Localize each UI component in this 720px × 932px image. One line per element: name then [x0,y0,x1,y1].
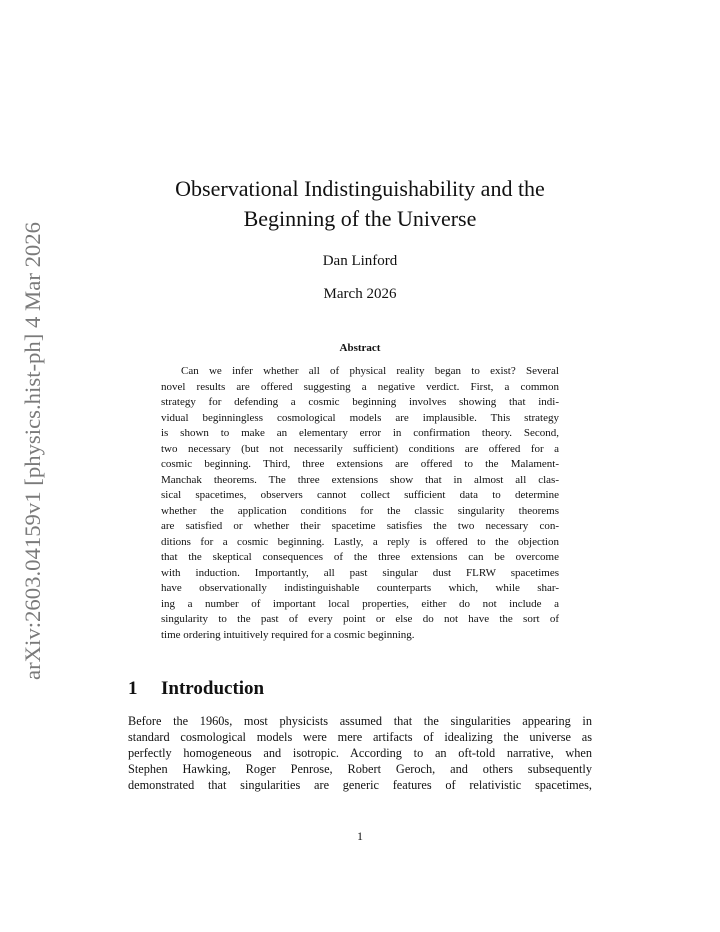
abstract-line: whether the application conditions for the classic singularity theorems [161,504,559,517]
intro-line: Stephen Hawking, Roger Penrose, Robert Geroch, and others subsequently [128,762,592,776]
page-number: 1 [357,829,363,843]
abstract-line: strategy for defending a cosmic beginning involves showing that indi- [161,396,559,408]
abstract-line: novel results are offered suggesting a negative verdict. First, a common [161,380,559,393]
abstract-line: singularity to the past of every point or else do not have the sort of [161,613,559,625]
abstract-line: vidual beginningless cosmological models are implausible. This strategy [161,411,559,424]
abstract-line: with induction. Importantly, all past singular dust FLRW spacetimes [161,566,559,579]
abstract-line: are satisfied or whether their spacetime satisfies the two necessary con- [161,520,559,532]
section-number: 1 [128,678,138,699]
abstract-line: sical spacetimes, observers cannot collect sufficient data to determine [161,489,559,501]
intro-line: standard cosmological models were mere artifacts of idealizing the universe as [128,730,592,744]
intro-line: perfectly homogeneous and isotropic. According to an oft-told narrative, when [128,746,592,760]
abstract-text [161,364,559,643]
abstract-heading: Abstract [339,342,381,354]
abstract-line: ing a number of important local properties, either do not include a [161,597,559,610]
intro-line: demonstrated that singularities are generic features of relativistic spacetimes, [128,778,592,792]
abstract-line: is shown to make an elementary error in confirmation theory. Second, [161,427,559,439]
intro-line: Before the 1960s, most physicists assumed that the singularities appearing in [128,714,592,728]
author-name: Dan Linford [322,253,398,269]
section-heading [128,678,264,700]
abstract-line: Manchak theorems. The three extensions show that in almost all clas- [161,473,559,486]
title-line: Beginning of the Universe [243,206,477,231]
abstract-line: two necessary (but not necessarily sufficient) conditions are offered for a [161,442,559,455]
abstract-line: time ordering intuitively required for a cosmic beginning. [161,628,415,641]
arxiv-identifier: arXiv:2603.04159v1 [physics.hist-ph] 4 Mar 2026 [20,236,45,680]
abstract-line: cosmic beginning. Third, three extensions are offered to the Malament- [161,458,559,470]
section-title: Introduction [161,678,265,699]
abstract-line: ditions for a cosmic beginning. Lastly, a reply is offered to the objection [161,535,559,548]
paper-title [100,174,620,234]
abstract-line: have observationally indistinguishable counterparts which, while shar- [161,582,559,594]
abstract-line: that the skeptical consequences of the three extensions can be overcome [161,551,559,563]
publication-date: March 2026 [323,286,397,302]
arxiv-sidebar-stamp [12,220,52,680]
title-line: Observational Indistinguishability and the [175,176,545,201]
abstract-line: Can we infer whether all of physical reality began to exist? Several [181,365,559,377]
introduction-paragraph [128,713,592,793]
